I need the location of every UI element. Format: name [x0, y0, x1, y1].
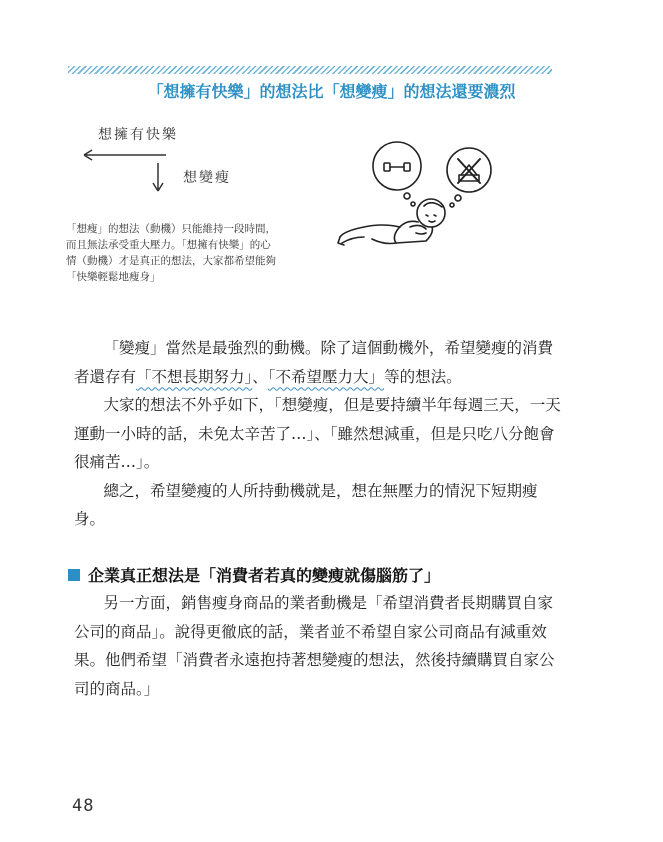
caption-line: 而且無法承受重大壓力。「想擁有快樂」的心	[66, 239, 271, 251]
lounging-person-illustration	[334, 137, 524, 267]
section-paragraphs	[74, 589, 564, 703]
paragraph-text: 「變瘦」當然是最強烈的動機。除了這個動機外，希望變瘦的消費者還存有	[74, 339, 553, 386]
highlight-phrase: 「不想長期努力」	[136, 367, 253, 386]
motivation-arrow-diagram	[70, 135, 180, 197]
caption-line: 情（動機）才是真正的想法，大家都希望能夠	[66, 255, 276, 267]
diagram-label-lose-weight: 想變瘦	[183, 170, 231, 186]
diagram-label-happiness: 想擁有快樂	[98, 127, 178, 143]
person-figure-icon	[338, 199, 445, 245]
figure-title: 「想擁有快樂」的想法比「想變瘦」的想法還要濃烈	[147, 82, 516, 101]
down-arrow-icon	[153, 163, 163, 191]
thought-bubble-dumbbell-icon	[373, 142, 421, 206]
header-stripe	[68, 66, 552, 74]
left-arrow-icon	[84, 150, 166, 160]
page-number: 48	[72, 796, 95, 816]
section-heading	[68, 563, 440, 586]
body-paragraphs	[74, 334, 564, 534]
body-paragraph: 另一方面，銷售瘦身商品的業者動機是「希望消費者長期購買自家公司的商品」。說得更徹底的話，業者並不希望自家公司商品有減重效果。他們希望「消費者永遠抱持著想變瘦的想法，然後持續購買自家公司的商品。」	[74, 594, 555, 698]
figure-caption	[66, 221, 316, 285]
thought-bubble-no-cake-icon	[447, 148, 491, 207]
square-bullet-icon	[68, 569, 80, 581]
body-paragraph: 總之，希望變瘦的人所持動機就是，想在無壓力的情況下短期瘦身。	[74, 481, 538, 528]
highlight-phrase: 「不希望壓力大」	[267, 367, 385, 386]
caption-line: 「想瘦」的想法（動機）只能維持一段時間，	[66, 223, 276, 235]
body-paragraph: 大家的想法不外乎如下，「想變瘦，但是要持續半年每週三天，一天運動一小時的話，未免太辛苦了…」、「雖然想減重，但是只吃八分飽會很痛苦…」。	[74, 396, 561, 471]
paragraph-text: 、	[252, 367, 268, 386]
paragraph-text: 等的想法。	[384, 367, 462, 386]
section-heading-text: 企業真正想法是「消費者若真的變瘦就傷腦筋了」	[88, 566, 441, 585]
body-paragraph	[74, 334, 564, 391]
caption-line: 「快樂輕鬆地瘦身」	[66, 271, 161, 283]
